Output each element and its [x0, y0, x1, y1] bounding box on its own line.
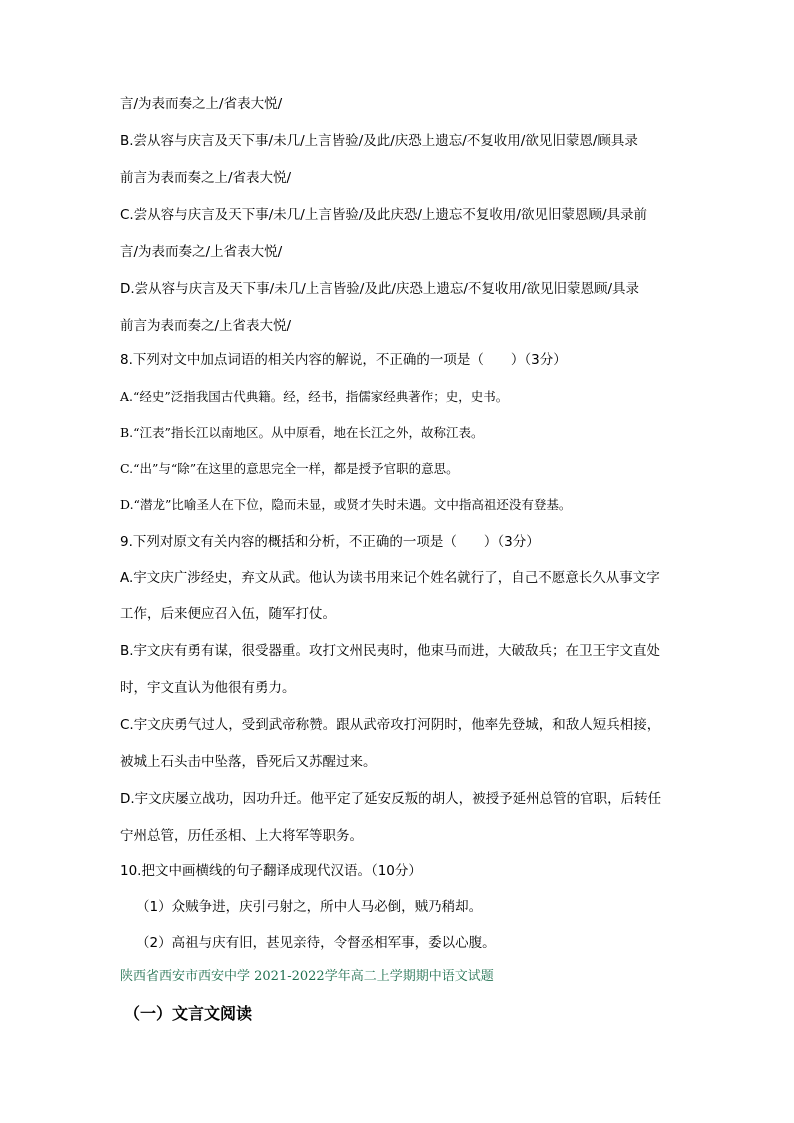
question-9: 9.下列对原文有关内容的概括和分析，不正确的一项是（ ）（3分）	[120, 534, 540, 550]
question-9-option-b-line-1: B.宇文庆有勇有谋，很受器重。攻打文州民夷时，他束马而进，大破敌兵；在卫王宇文直处	[120, 643, 661, 659]
question-9-option-a-line-1: A.宇文庆广涉经史，弃文从武。他认为读书用来记个姓名就行了，自己不愿意长久从事文字	[120, 570, 660, 586]
option-c-line-1: C.尝从容与庆言及天下事/未几/上言皆验/及此庆恐/上遗忘不复收用/欲见旧蒙恩顾/具录前	[120, 207, 648, 223]
option-d-line-2: 前言为表而奏之/上省表大悦/	[120, 318, 292, 334]
question-8: 8.下列对文中加点词语的相关内容的解说，不正确的一项是（ ）（3分）	[120, 352, 567, 368]
exam-source-title: 陕西省西安市西安中学 2021-2022学年高二上学期期中语文试题	[120, 969, 494, 984]
question-9-option-a-line-2: 工作，后来便应召入伍，随军打仗。	[120, 606, 336, 622]
question-9-option-c-line-1: C.宇文庆勇气过人，受到武帝称赞。跟从武帝攻打河阴时，他率先登城，和敌人短兵相接，	[120, 717, 661, 733]
question-8-option-b: B.“江表”指长江以南地区。从中原看，地在长江之外，故称江表。	[120, 425, 484, 440]
text-line-1: 言/为表而奏之上/省表大悦/	[120, 96, 283, 112]
question-8-option-c: C.“出”与“除”在这里的意思完全一样，都是授予官职的意思。	[120, 461, 459, 476]
question-10-sentence-2: （2）高祖与庆有旧，甚见亲待，令督丞相军事，委以心腹。	[136, 935, 496, 951]
option-b-line-2: 前言为表而奏之上/省表大悦/	[120, 170, 292, 186]
question-8-option-d: D.“潜龙”比喻圣人在下位，隐而未显，或贤才失时未遇。文中指高祖还没有登基。	[120, 497, 572, 512]
question-9-option-c-line-2: 被城上石头击中坠落，昏死后又苏醒过来。	[120, 754, 377, 770]
question-8-option-a: A.“经史”泛指我国古代典籍。经，经书，指儒家经典著作；史，史书。	[120, 389, 509, 404]
option-d-line-1: D.尝从容与庆言及天下事/未几/上言皆验/及此/庆恐上遗忘/不复收用/欲见旧蒙恩顾/具录	[120, 281, 640, 297]
question-10: 10.把文中画横线的句子翻译成现代汉语。（10分）	[120, 863, 422, 879]
section-heading: （一）文言文阅读	[124, 1004, 253, 1023]
option-b-line-1: B.尝从容与庆言及天下事/未几/上言皆验/及此/庆恐上遗忘/不复收用/欲见旧蒙恩/顾具录	[120, 133, 638, 149]
question-9-option-d-line-1: D.宇文庆屡立战功，因功升迁。他平定了延安反叛的胡人，被授予延州总管的官职，后转任	[120, 791, 662, 807]
question-9-option-b-line-2: 时，宇文直认为他很有勇力。	[120, 680, 296, 696]
question-10-sentence-1: （1）众贼争进，庆引弓射之，所中人马必倒，贼乃稍却。	[136, 899, 483, 915]
question-9-option-d-line-2: 宁州总管，历任丞相、上大将军等职务。	[120, 828, 363, 844]
option-c-line-2: 言/为表而奏之/上省表大悦/	[120, 244, 283, 260]
